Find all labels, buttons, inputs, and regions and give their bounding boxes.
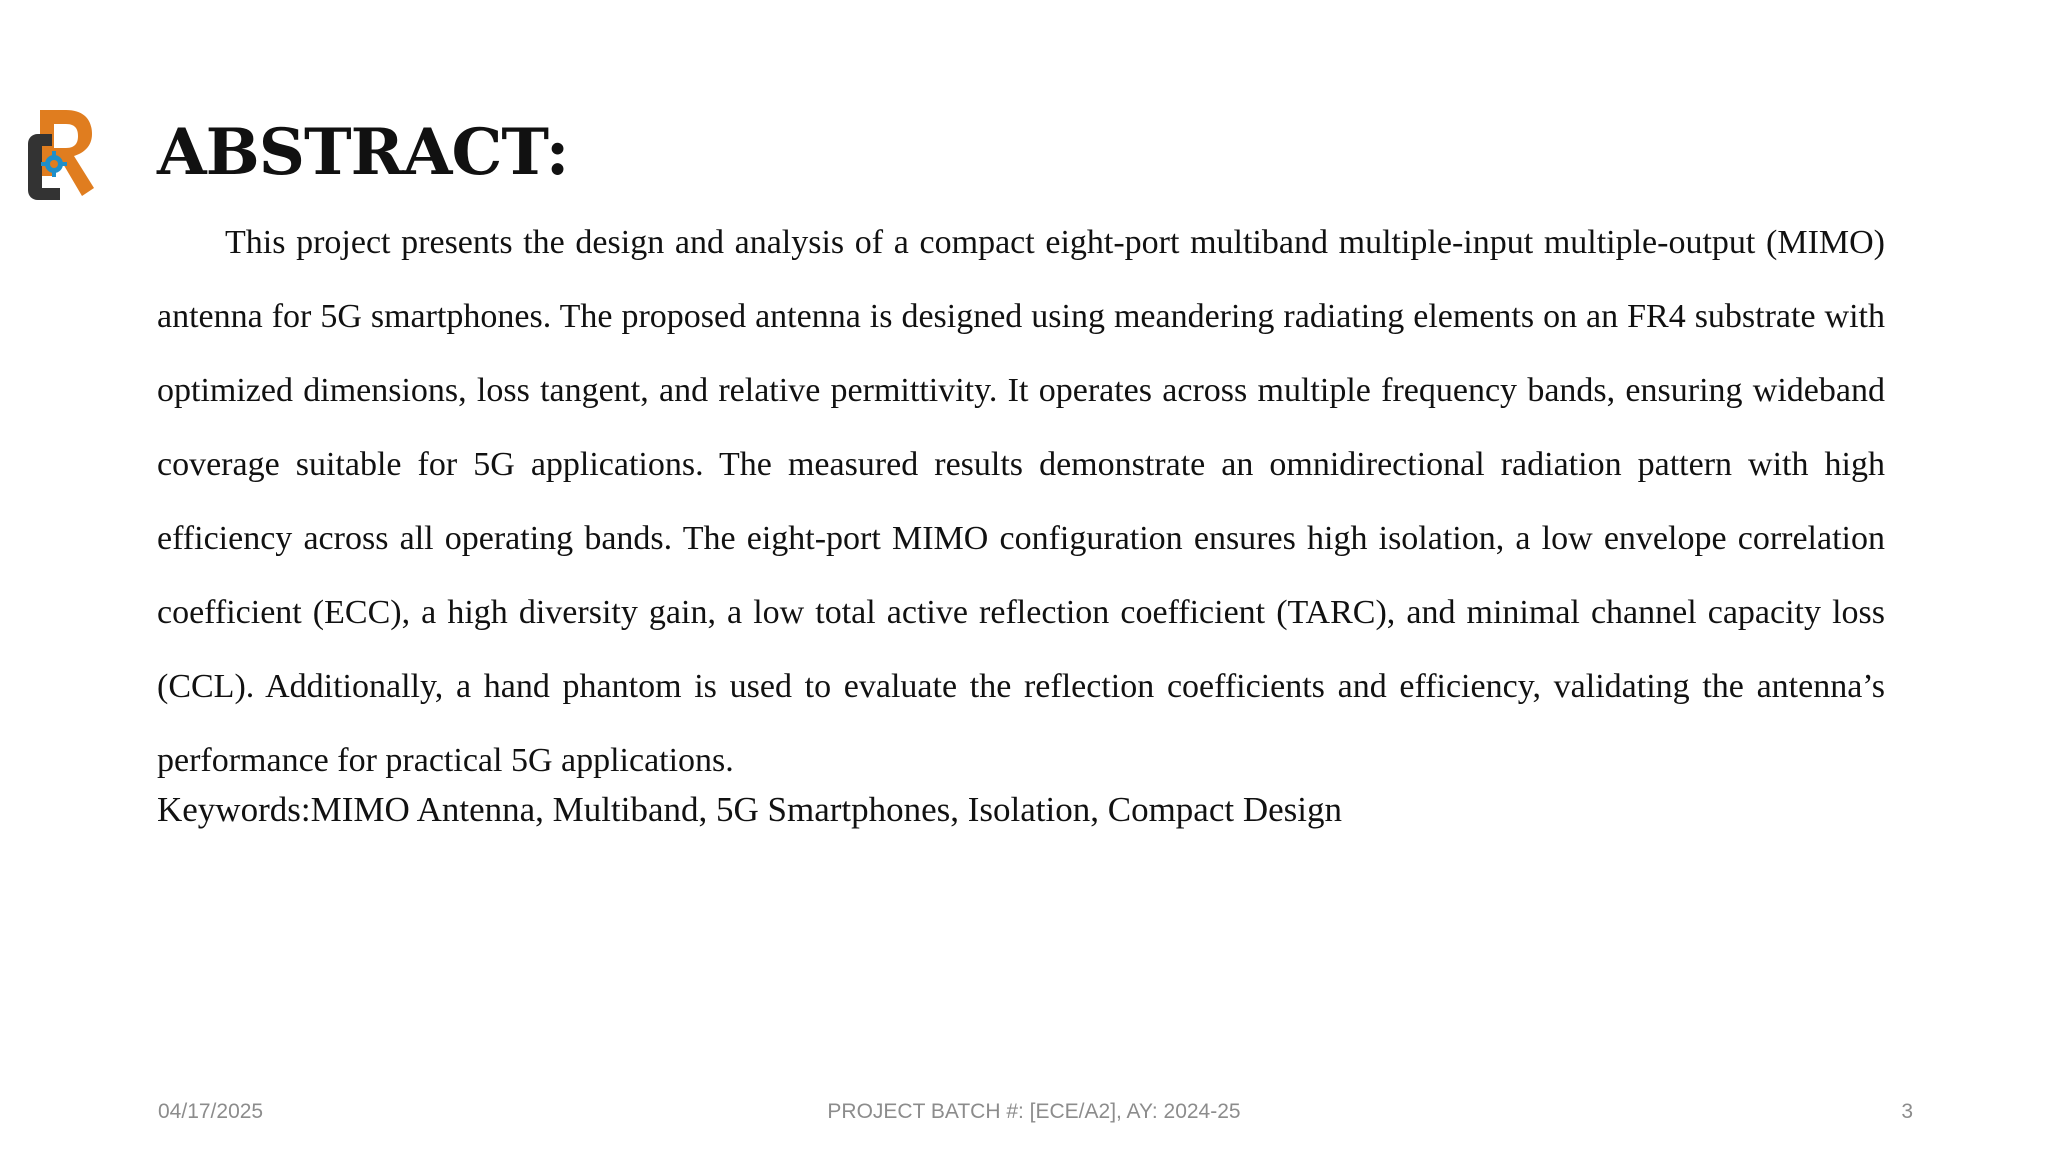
footer-project-batch: PROJECT BATCH #: [ECE/A2], AY: 2024-25 [827,1100,1241,1123]
rc-logo-icon [26,106,98,202]
footer-date: 04/17/2025 [158,1100,264,1123]
keywords-line: Keywords:MIMO Antenna, Multiband, 5G Smartphones, Isolation, Compact Design [157,790,1343,829]
abstract-paragraph: This project presents the design and analysis of a compact eight-port multiband multiple-input multiple-output (MIMO) antenna for 5G smartphones. The proposed antenna is designed using meandering radiating elements on an FR4 substrate with optimized dimensions, loss tangent, and relative permittivity. It operates across multiple frequency bands, ensuring wideband coverage suitable for 5G applications. The measured results demonstrate an omnidirectional radiation pattern with high efficiency across all operating bands. The eight-port MIMO configuration ensures high isolation, a low envelope correlation coefficient (ECC), a high diversity gain, a low total active reflection coefficient (TARC), and minimal channel capacity loss (CCL). Additionally, a hand phantom is used to evaluate the reflection coefficients and efficiency, validating the antenna’s performance for practical 5G applications. [157,224,1885,779]
slide-title: ABSTRACT: [157,115,569,190]
footer-page-number: 3 [1901,1100,1913,1123]
